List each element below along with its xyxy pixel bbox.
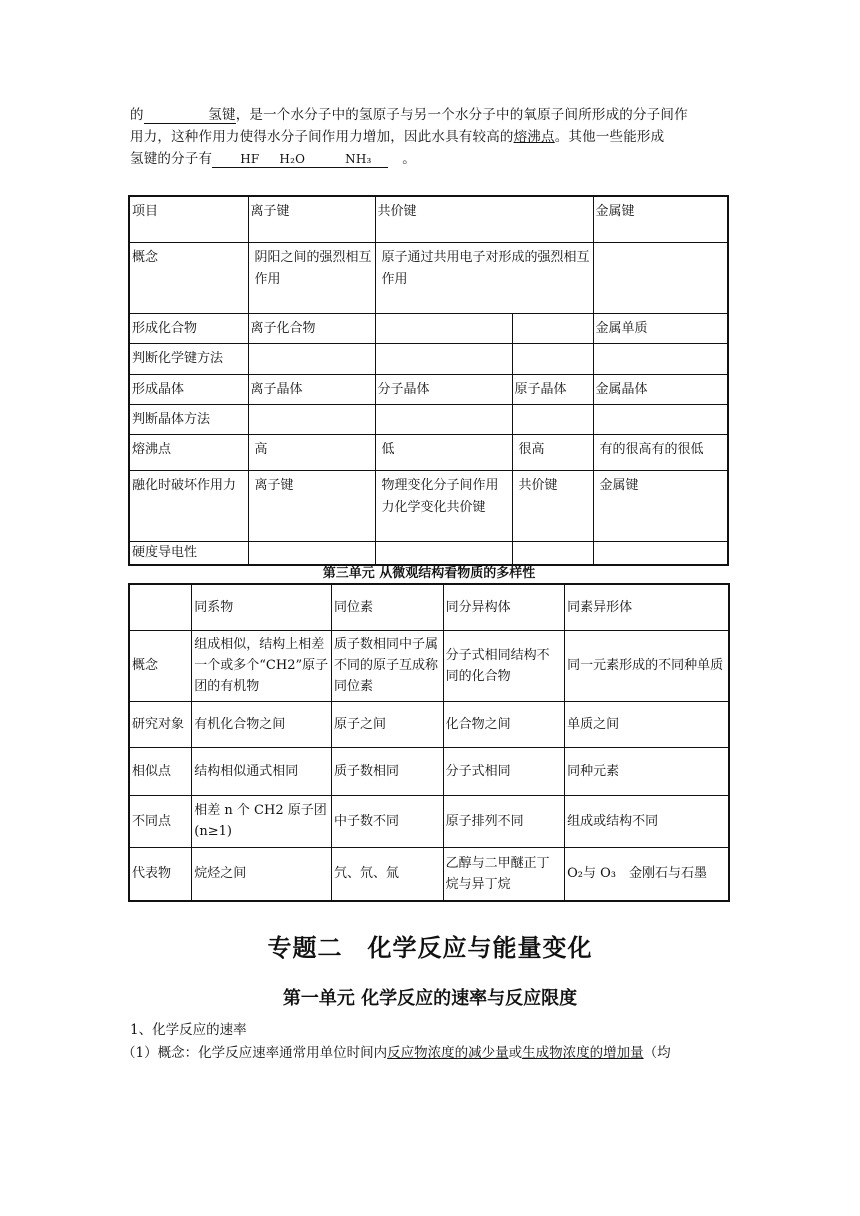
table-cell: 组成相似，结构上相差一个或多个“CH2”原子团的有机物 — [192, 630, 332, 701]
intro-paragraph — [130, 104, 730, 170]
table-row — [129, 470, 728, 541]
table-cell — [593, 404, 728, 434]
table-cell: 分子晶体 — [375, 374, 512, 404]
table-cell: 质子数相同中子属不同的原子互成称同位素 — [331, 630, 443, 701]
table-cell — [129, 584, 192, 630]
table-cell: 概念 — [129, 630, 192, 701]
intro-text: ，是一个水分子中的氢原子与另一个水分子中的氧原子间所形成的分子间作 — [235, 107, 688, 123]
table-row — [129, 847, 729, 901]
table-cell: 项目 — [129, 196, 248, 242]
intro-line-3: 氢键的分子有 HF H₂O NH₃ 。 — [130, 151, 416, 167]
table-cell: 离子键 — [248, 196, 375, 242]
table-cell: 氕、氘、氚 — [331, 847, 443, 901]
blank-hydrogen-bond: 氢键 — [144, 107, 236, 124]
table-row — [129, 404, 728, 434]
table-cell: 判断化学键方法 — [129, 343, 248, 374]
table-cell: 有的很高有的很低 — [593, 434, 728, 470]
table-cell: 融化时破坏作用力 — [129, 470, 248, 541]
table-cell: 金属键 — [593, 470, 728, 541]
table-cell — [375, 313, 512, 343]
bond-comparison-table — [128, 195, 729, 566]
table-cell — [248, 404, 375, 434]
table-row — [129, 196, 728, 242]
table-cell: 离子键 — [248, 470, 375, 541]
table-cell: 有机化合物之间 — [192, 701, 332, 747]
table-cell: 高 — [248, 434, 375, 470]
table-cell: 化合物之间 — [443, 701, 565, 747]
table-caption: 第三单元 从微观结构看物质的多样性 — [322, 566, 536, 581]
table-cell: 不同点 — [129, 795, 192, 847]
table-cell: 共价键 — [512, 470, 593, 541]
section-item-2: （1）概念：化学反应速率通常用单位时间内反应物浓度的减少量或生成物浓度的增加量（均 — [122, 1045, 671, 1061]
table-cell: 物理变化分子间作用力化学变化共价键 — [375, 470, 512, 541]
table-cell: 代表物 — [129, 847, 192, 901]
table-cell: 单质之间 — [565, 701, 729, 747]
table-cell: 原子晶体 — [512, 374, 593, 404]
table-row — [129, 795, 729, 847]
table-cell: 共价键 — [375, 196, 593, 242]
blank-boiling-point: 熔沸点 — [513, 129, 555, 145]
intro-text: 用力，这种作用力使得水分子间作用力增加，因此水具有较高的 — [130, 129, 514, 145]
unit-heading: 第一单元 化学反应的速率与反应限度 — [282, 988, 578, 1009]
intro-line-2 — [130, 126, 730, 148]
table-cell — [512, 313, 593, 343]
table-cell — [375, 343, 512, 374]
table-cell: 熔沸点 — [129, 434, 248, 470]
table-cell: 离子晶体 — [248, 374, 375, 404]
table-cell — [375, 404, 512, 434]
table-cell: 同位素 — [331, 584, 443, 630]
table-cell: 分子式相同 — [443, 747, 565, 795]
intro-text: 。其他一些能形成 — [554, 129, 665, 145]
table-cell: 离子化合物 — [248, 313, 375, 343]
substance-diversity-table — [128, 583, 730, 902]
table-row — [129, 747, 729, 795]
table-cell — [512, 343, 593, 374]
table-cell: 金属单质 — [593, 313, 728, 343]
table-cell: 质子数相同 — [331, 747, 443, 795]
table-cell: 研究对象 — [129, 701, 192, 747]
table-cell: 相似点 — [129, 747, 192, 795]
table-cell: 同分异构体 — [443, 584, 565, 630]
table-cell — [593, 242, 728, 313]
intro-text: 氢键的分子有 — [130, 151, 213, 167]
table-row — [129, 434, 728, 470]
table-cell: 概念 — [129, 242, 248, 313]
table-cell: 原子之间 — [331, 701, 443, 747]
table-cell: 烷烃之间 — [192, 847, 332, 901]
table-cell: 同一元素形成的不同种单质 — [565, 630, 729, 701]
table-row — [129, 630, 729, 701]
table-row — [129, 242, 728, 313]
table-cell: 相差 n 个 CH2 原子团(n≥1) — [192, 795, 332, 847]
intro-line-1 — [130, 104, 730, 126]
table-cell: 金属键 — [593, 196, 728, 242]
table-cell: 很高 — [512, 434, 593, 470]
table-cell: 判断晶体方法 — [129, 404, 248, 434]
table-cell: 形成化合物 — [129, 313, 248, 343]
table-cell: 乙醇与二甲醚正丁烷与异丁烷 — [443, 847, 565, 901]
table-cell: 结构相似通式相同 — [192, 747, 332, 795]
table-cell: 形成晶体 — [129, 374, 248, 404]
table-cell: 分子式相同结构不同的化合物 — [443, 630, 565, 701]
table-cell: 同种元素 — [565, 747, 729, 795]
table-row — [129, 584, 729, 630]
table-cell: 阴阳之间的强烈相互作用 — [248, 242, 375, 313]
table-row — [129, 313, 728, 343]
table-row — [129, 701, 729, 747]
table-cell: O₂与 O₃ 金刚石与石墨 — [565, 847, 729, 901]
table-cell — [593, 343, 728, 374]
table-cell — [248, 343, 375, 374]
blank-molecules: HF H₂O NH₃ — [212, 151, 388, 168]
table-cell: 同素异形体 — [565, 584, 729, 630]
table-cell: 金属晶体 — [593, 374, 728, 404]
table-row — [129, 343, 728, 374]
table-cell: 组成或结构不同 — [565, 795, 729, 847]
section-item-1: 1、化学反应的速率 — [130, 1022, 247, 1038]
table-row — [129, 374, 728, 404]
table-cell: 低 — [375, 434, 512, 470]
intro-text: 的 — [130, 107, 144, 123]
table-cell: 同系物 — [192, 584, 332, 630]
table-cell: 硬度导电性 — [129, 541, 248, 565]
chapter-heading: 专题二 化学反应与能量变化 — [267, 934, 593, 962]
table-cell — [512, 404, 593, 434]
table-cell: 原子排列不同 — [443, 795, 565, 847]
table-cell: 中子数不同 — [331, 795, 443, 847]
table-cell: 原子通过共用电子对形成的强烈相互作用 — [375, 242, 593, 313]
